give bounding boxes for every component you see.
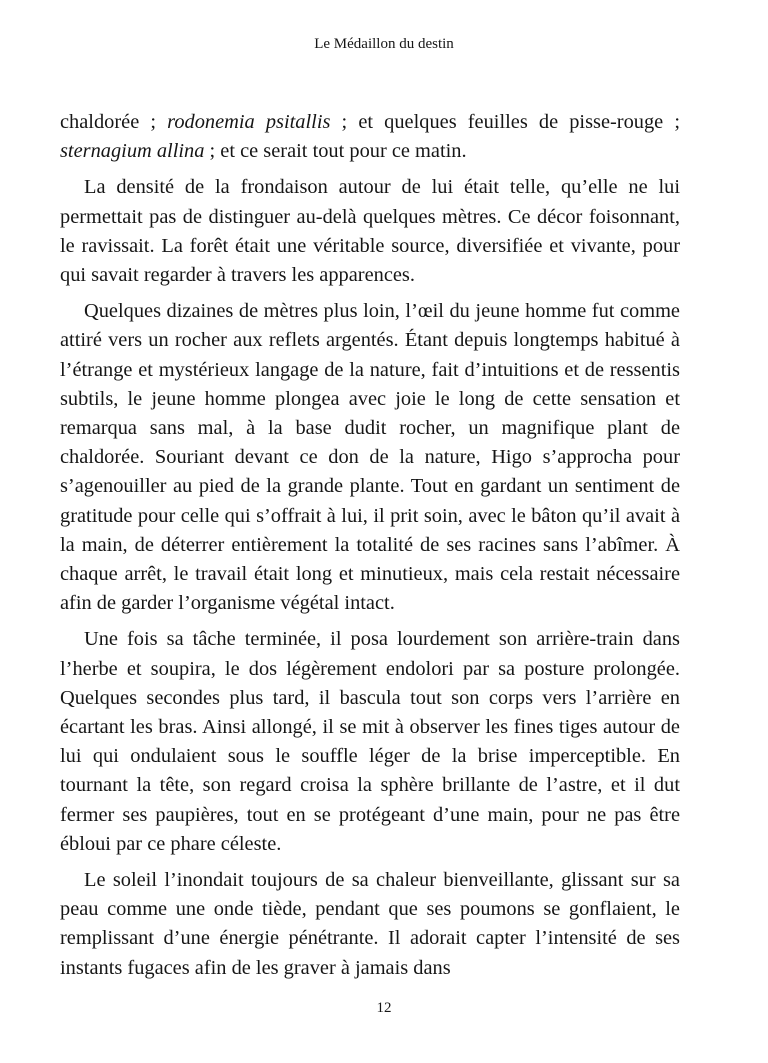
running-header: Le Médaillon du destin xyxy=(314,36,454,52)
paragraph-1-species-1: rodonemia psitallis xyxy=(167,111,331,133)
paragraph-2: La densité de la frondaison autour de lui était telle, qu’elle ne lui permettait pas de distinguer au-delà quelques mètres. Ce décor foisonnant, le ravissait. La forêt était une véritable source, diversifiée et vivante, pour qui savait regarder à travers les apparences. xyxy=(60,176,680,287)
page-number: 12 xyxy=(376,1000,392,1016)
paragraph-5: Le soleil l’inondait toujours de sa chaleur bienveillante, glissant sur sa peau comme une onde tiède, pendant que ses poumons se gonflaient, le remplissant d’une énergie pénétrante. Il adorait capter l’intensité de ses instants fugaces afin de les graver à jamais dans xyxy=(60,869,680,979)
body-text xyxy=(60,108,680,983)
paragraph-1-text-a: chaldorée ; xyxy=(60,111,168,133)
paragraph-1 xyxy=(60,108,680,166)
paragraph-1-text-e: ; et ce serait tout pour ce matin. xyxy=(204,140,467,163)
paragraph-1-text-c: ; et quelques feuilles de pisse-rouge ; xyxy=(330,111,680,133)
paragraph-1-species-2: sternagium allina xyxy=(60,140,205,163)
paragraph-4: Une fois sa tâche terminée, il posa lourdement son arrière-train dans l’herbe et soupira, le dos légèrement endolori par sa posture prolongée. Quelques secondes plus tard, il bascula tout son corps vers l’arrière en écartant les bras. Ainsi allongé, il se mit à observer les fines tiges autour de lui qui ondulaient sous le souffle léger de la brise imperceptible. En tournant la tête, son regard croisa la sphère brillante de l’astre, et il dut fermer ses paupières, tout en se protégeant d’une main, pour ne pas être ébloui par ce phare céleste. xyxy=(60,628,680,855)
paragraph-3: Quelques dizaines de mètres plus loin, l’œil du jeune homme fut comme attiré vers un rocher aux reflets argentés. Étant depuis longtemps habitué à l’étrange et mystérieux langage de la nature, fait d’intuitions et de ressentis subtils, le jeune homme plongea avec joie le long de cette sensation et remarqua sans mal, à la base dudit rocher, un magnifique plant de chaldorée. Souriant devant ce don de la nature, Higo s’approcha pour s’agenouiller au pied de la grande plante. Tout en gardant un sentiment de gratitude pour celle qui s’offrait à lui, il prit soin, avec le bâton qu’il avait à la main, de déterrer entièrement la totalité de ses racines sans l’abîmer. À chaque arrêt, le travail était long et minutieux, mais cela restait nécessaire afin de garder l’organisme végétal intact. xyxy=(60,300,680,615)
